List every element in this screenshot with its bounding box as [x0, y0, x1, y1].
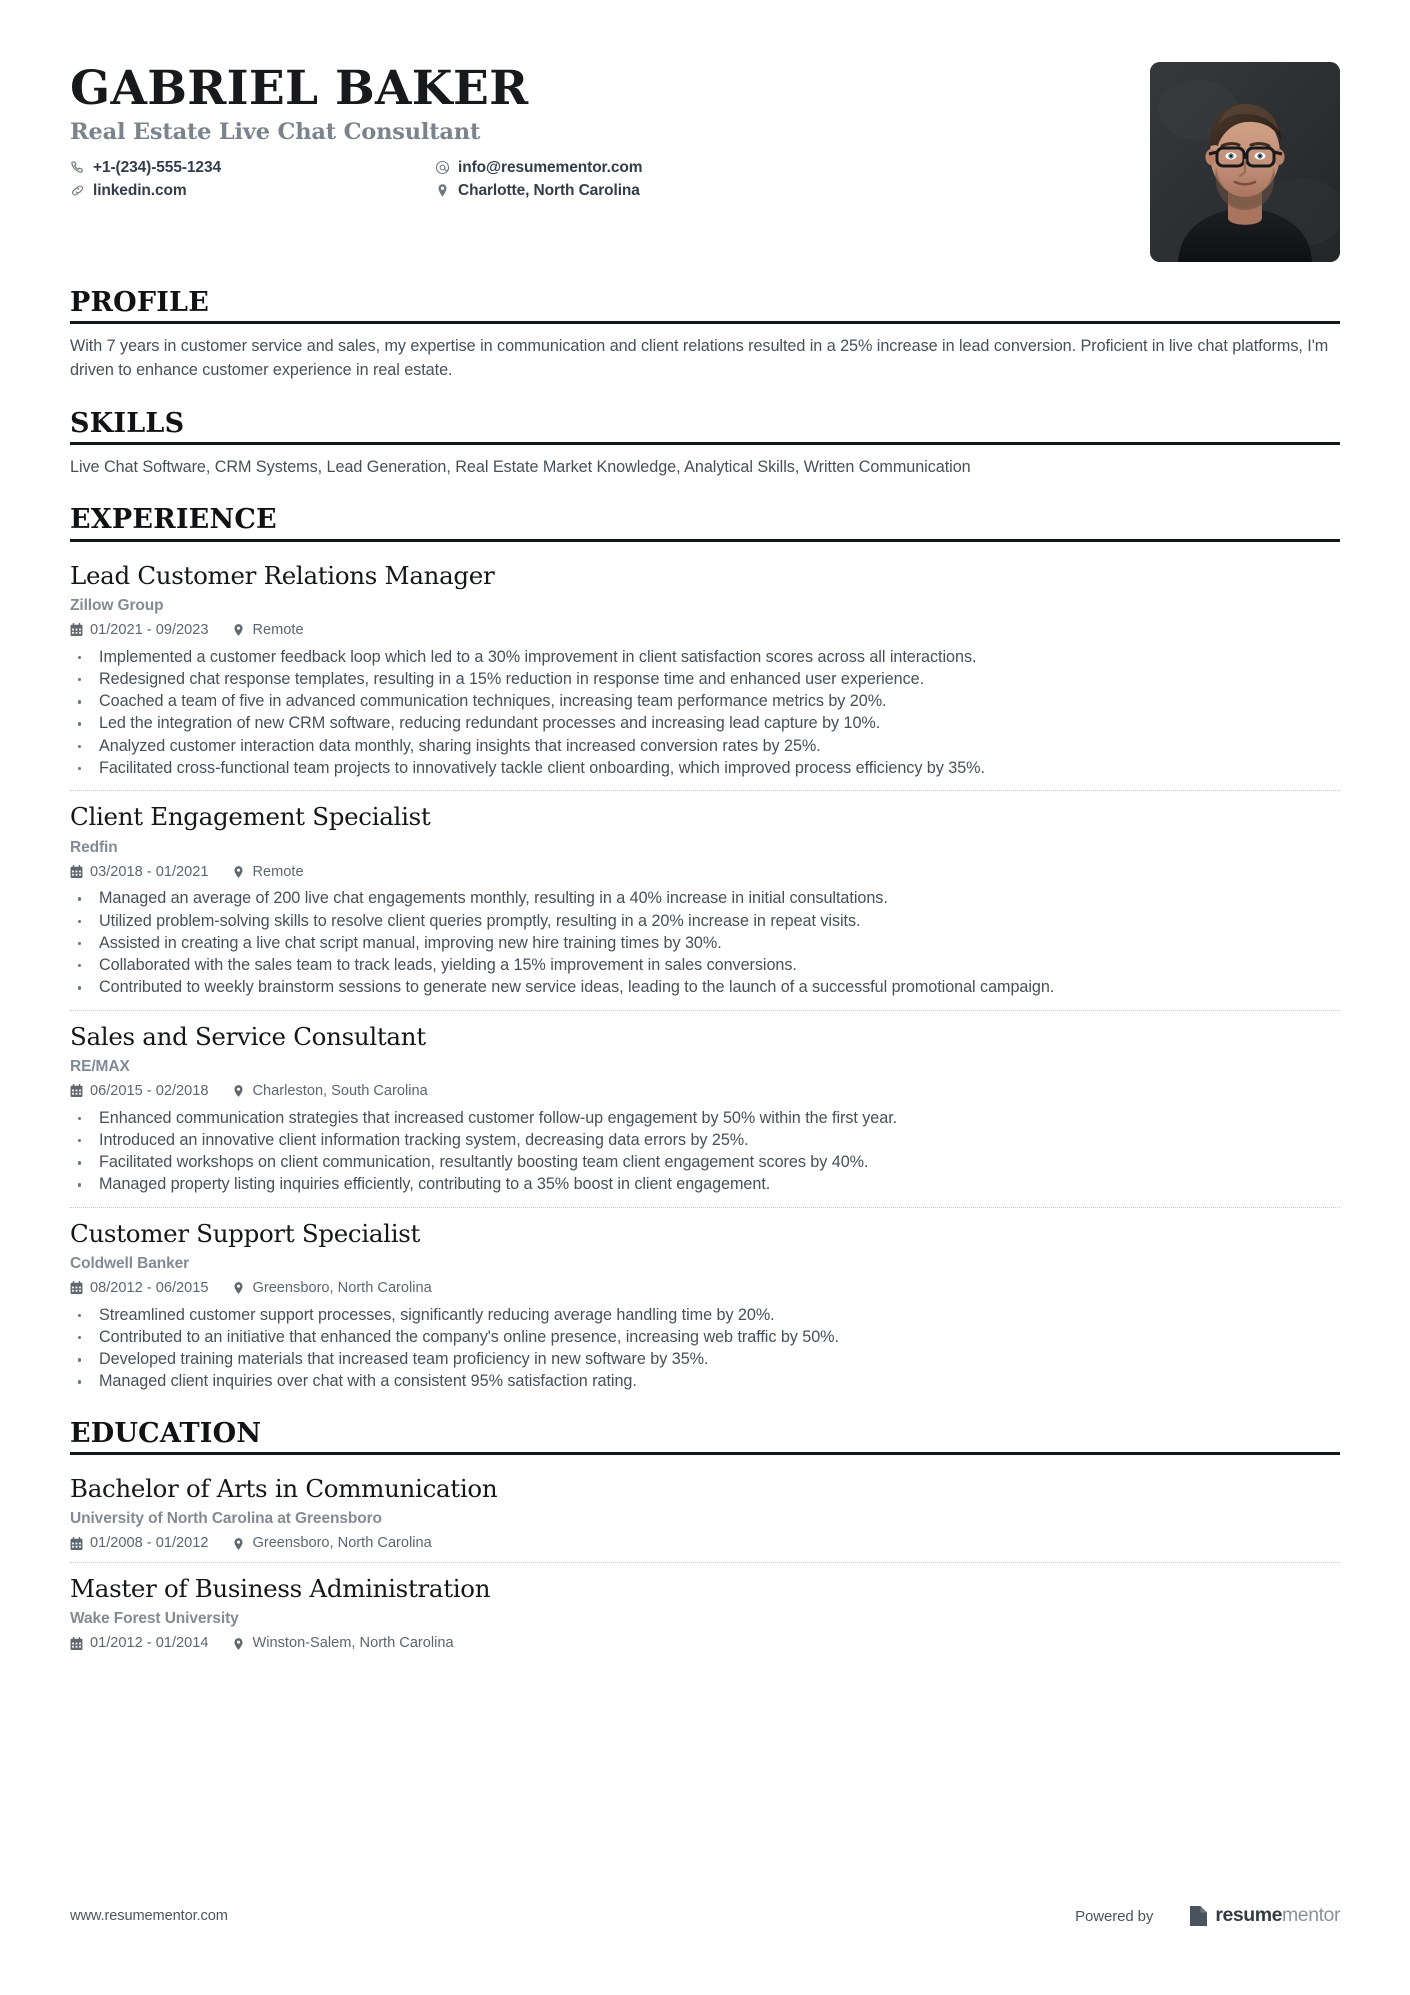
- section-profile: [70, 288, 1340, 383]
- link-icon: [70, 183, 85, 198]
- location-pin-icon: [232, 1537, 245, 1551]
- document-fold-icon: [1189, 1905, 1208, 1927]
- entry-dates-text: 01/2012 - 01/2014: [90, 1635, 209, 1652]
- calendar-icon: [70, 1084, 83, 1098]
- bullet-item: Coached a team of five in advanced communication techniques, increasing team performance metrics by 20%.: [70, 690, 1340, 712]
- calendar-icon: [70, 865, 83, 879]
- entry-location-text: Remote: [252, 622, 304, 639]
- resumementor-logo: [1189, 1905, 1340, 1927]
- education-entry-title: Master of Business Administration: [70, 1573, 491, 1603]
- experience-entry-meta: [70, 1281, 1340, 1296]
- brand-text-bold: resume: [1215, 1904, 1282, 1927]
- education-entry: [70, 1562, 1340, 1651]
- entry-dates: [70, 1084, 208, 1099]
- entry-dates: [70, 1536, 208, 1551]
- bullet-item: Facilitated workshops on client communication, resultantly boosting team client engagement scores by 40%.: [70, 1151, 1340, 1173]
- bullet-item: Implemented a customer feedback loop which led to a 30% improvement in client satisfaction scores across all interactions.: [70, 646, 1340, 668]
- experience-entry: [70, 790, 1340, 998]
- experience-entry-title: Sales and Service Consultant: [70, 1021, 426, 1051]
- entry-location: [232, 1536, 431, 1551]
- phone-icon: [70, 160, 85, 175]
- profile-photo: [1150, 62, 1340, 262]
- entry-dates: [70, 623, 208, 638]
- education-entry-organization: Wake Forest University: [70, 1610, 239, 1628]
- experience-entry-organization: Zillow Group: [70, 597, 164, 615]
- page-footer: [70, 1905, 1340, 1927]
- entry-dates-text: 01/2008 - 01/2012: [90, 1535, 209, 1552]
- bullet-item: Analyzed customer interaction data monthly, sharing insights that increased conversion rates by 25%.: [70, 735, 1340, 757]
- profile-body: [70, 324, 1340, 382]
- experience-entry-bullets: [70, 1107, 1340, 1196]
- section-title-profile: PROFILE: [70, 288, 1340, 324]
- section-skills: [70, 409, 1340, 480]
- calendar-icon: [70, 1637, 83, 1651]
- experience-entry: [70, 1207, 1340, 1393]
- job-title-subtitle: Real Estate Live Chat Consultant: [70, 118, 481, 145]
- education-entry-title: Bachelor of Arts in Communication: [70, 1473, 498, 1503]
- bullet-item: Contributed to weekly brainstorm sessions to generate new service ideas, leading to the launch of a successful promotional campaign.: [70, 976, 1340, 998]
- header-text-block: [70, 62, 1150, 198]
- entry-dates-text: 03/2018 - 01/2021: [90, 863, 209, 880]
- skills-text: Live Chat Software, CRM Systems, Lead Generation, Real Estate Market Knowledge, Analytical Skills, Written Communication: [70, 457, 971, 476]
- footer-website-url[interactable]: www.resumementor.com: [70, 1908, 228, 1924]
- location-pin-icon: [232, 1281, 245, 1295]
- entry-dates: [70, 1281, 208, 1296]
- experience-entry-meta: [70, 865, 1340, 880]
- entry-location: [232, 865, 303, 880]
- entry-dates-text: 08/2012 - 06/2015: [90, 1280, 209, 1297]
- contact-linkedin-text: linkedin.com: [93, 181, 187, 199]
- experience-entries: [70, 542, 1340, 1393]
- email-icon: [435, 160, 450, 175]
- brand-text-light: mentor: [1282, 1904, 1340, 1927]
- entry-location: [232, 1636, 453, 1651]
- experience-entry-organization: Redfin: [70, 838, 118, 856]
- location-pin-icon: [232, 623, 245, 637]
- bullet-item: Developed training materials that increased team proficiency in new software by 35%.: [70, 1348, 1340, 1370]
- entry-location-text: Charleston, South Carolina: [252, 1083, 428, 1099]
- experience-entry-meta: [70, 1084, 1340, 1099]
- experience-entry-organization: Coldwell Banker: [70, 1255, 190, 1273]
- section-experience: [70, 505, 1340, 1392]
- contact-phone-text: +1-(234)-555-1234: [93, 159, 221, 177]
- experience-entry-title: Customer Support Specialist: [70, 1218, 421, 1248]
- calendar-icon: [70, 623, 83, 637]
- entry-dates-text: 01/2021 - 09/2023: [90, 622, 209, 639]
- section-title-experience: EXPERIENCE: [70, 505, 1340, 541]
- education-entry-meta: [70, 1536, 1340, 1551]
- location-pin-icon: [435, 183, 450, 198]
- experience-entry-bullets: [70, 646, 1340, 780]
- location-pin-icon: [232, 1084, 245, 1098]
- avatar: [1150, 62, 1340, 262]
- bullet-item: Managed an average of 200 live chat engagements monthly, resulting in a 40% increase in initial consultations.: [70, 887, 1340, 909]
- bullet-item: Redesigned chat response templates, resulting in a 15% reduction in response time and enhanced user experience.: [70, 668, 1340, 690]
- education-entry-meta: [70, 1636, 1340, 1651]
- contact-linkedin[interactable]: [70, 183, 435, 199]
- resume-header: [70, 62, 1340, 262]
- contact-info: [70, 160, 1150, 198]
- entry-location-text: Winston-Salem, North Carolina: [252, 1635, 454, 1652]
- experience-entry-title: Client Engagement Specialist: [70, 802, 431, 832]
- bullet-item: Collaborated with the sales team to track leads, yielding a 15% improvement in sales conversions.: [70, 954, 1340, 976]
- bullet-item: Managed client inquiries over chat with a consistent 95% satisfaction rating.: [70, 1370, 1340, 1392]
- experience-entry-organization: RE/MAX: [70, 1058, 130, 1075]
- contact-location: [435, 183, 642, 199]
- experience-entry: [70, 1010, 1340, 1196]
- education-entry: [70, 1466, 1340, 1551]
- section-title-skills: SKILLS: [70, 409, 1340, 445]
- page-title: GABRIEL BAKER: [70, 61, 529, 116]
- experience-entry-meta: [70, 623, 1340, 638]
- bullet-item: Facilitated cross-functional team projects to innovatively tackle client onboarding, which improved process efficiency by 35%.: [70, 757, 1340, 779]
- bullet-item: Utilized problem-solving skills to resolve client queries promptly, resulting in a 20% increase in repeat visits.: [70, 910, 1340, 932]
- entry-location: [232, 1281, 431, 1296]
- contact-phone[interactable]: [70, 160, 435, 176]
- entry-dates: [70, 865, 208, 880]
- contact-column-right: [435, 160, 642, 198]
- entry-dates-text: 06/2015 - 02/2018: [90, 1083, 209, 1099]
- contact-email[interactable]: [435, 160, 642, 176]
- bullet-item: Enhanced communication strategies that increased customer follow-up engagement by 50% within the first year.: [70, 1107, 1340, 1129]
- entry-dates: [70, 1636, 208, 1651]
- bullet-item: Streamlined customer support processes, significantly reducing average handling time by 20%.: [70, 1304, 1340, 1326]
- bullet-item: Led the integration of new CRM software, reducing redundant processes and increasing lead capture by 10%.: [70, 712, 1340, 734]
- location-pin-icon: [232, 1637, 245, 1651]
- experience-entry-bullets: [70, 1304, 1340, 1393]
- location-pin-icon: [232, 865, 245, 879]
- entry-location: [232, 623, 303, 638]
- skills-body: [70, 445, 1340, 480]
- bullet-item: Managed property listing inquiries efficiently, contributing to a 35% boost in client engagement.: [70, 1173, 1340, 1195]
- experience-entry: [70, 553, 1340, 780]
- bullet-item: Introduced an innovative client information tracking system, decreasing data errors by 25%.: [70, 1129, 1340, 1151]
- section-education: [70, 1419, 1340, 1651]
- entry-location: [232, 1084, 427, 1099]
- bullet-item: Assisted in creating a live chat script manual, improving new hire training times by 30%.: [70, 932, 1340, 954]
- calendar-icon: [70, 1281, 83, 1295]
- contact-column-left: [70, 160, 435, 198]
- bullet-item: Contributed to an initiative that enhanced the company's online presence, increasing web traffic by 50%.: [70, 1326, 1340, 1348]
- contact-location-text: Charlotte, North Carolina: [458, 181, 640, 199]
- brand-wordmark: [1215, 1906, 1340, 1926]
- section-title-education: EDUCATION: [70, 1419, 1340, 1455]
- experience-entry-bullets: [70, 887, 1340, 998]
- profile-text: With 7 years in customer service and sales, my expertise in communication and client relations resulted in a 25% increase in lead conversion. Proficient in live chat platforms, I'm driven to enhance customer experience in real estate.: [70, 337, 1329, 379]
- entry-location-text: Remote: [252, 863, 304, 880]
- entry-location-text: Greensboro, North Carolina: [252, 1280, 432, 1297]
- experience-entry-title: Lead Customer Relations Manager: [70, 560, 495, 590]
- contact-email-text: info@resumementor.com: [458, 159, 643, 177]
- calendar-icon: [70, 1537, 83, 1551]
- education-entries: [70, 1455, 1340, 1651]
- powered-by-label: Powered by: [1075, 1907, 1154, 1925]
- education-entry-organization: University of North Carolina at Greensboro: [70, 1510, 382, 1528]
- footer-branding: [1075, 1905, 1340, 1927]
- entry-location-text: Greensboro, North Carolina: [252, 1535, 432, 1552]
